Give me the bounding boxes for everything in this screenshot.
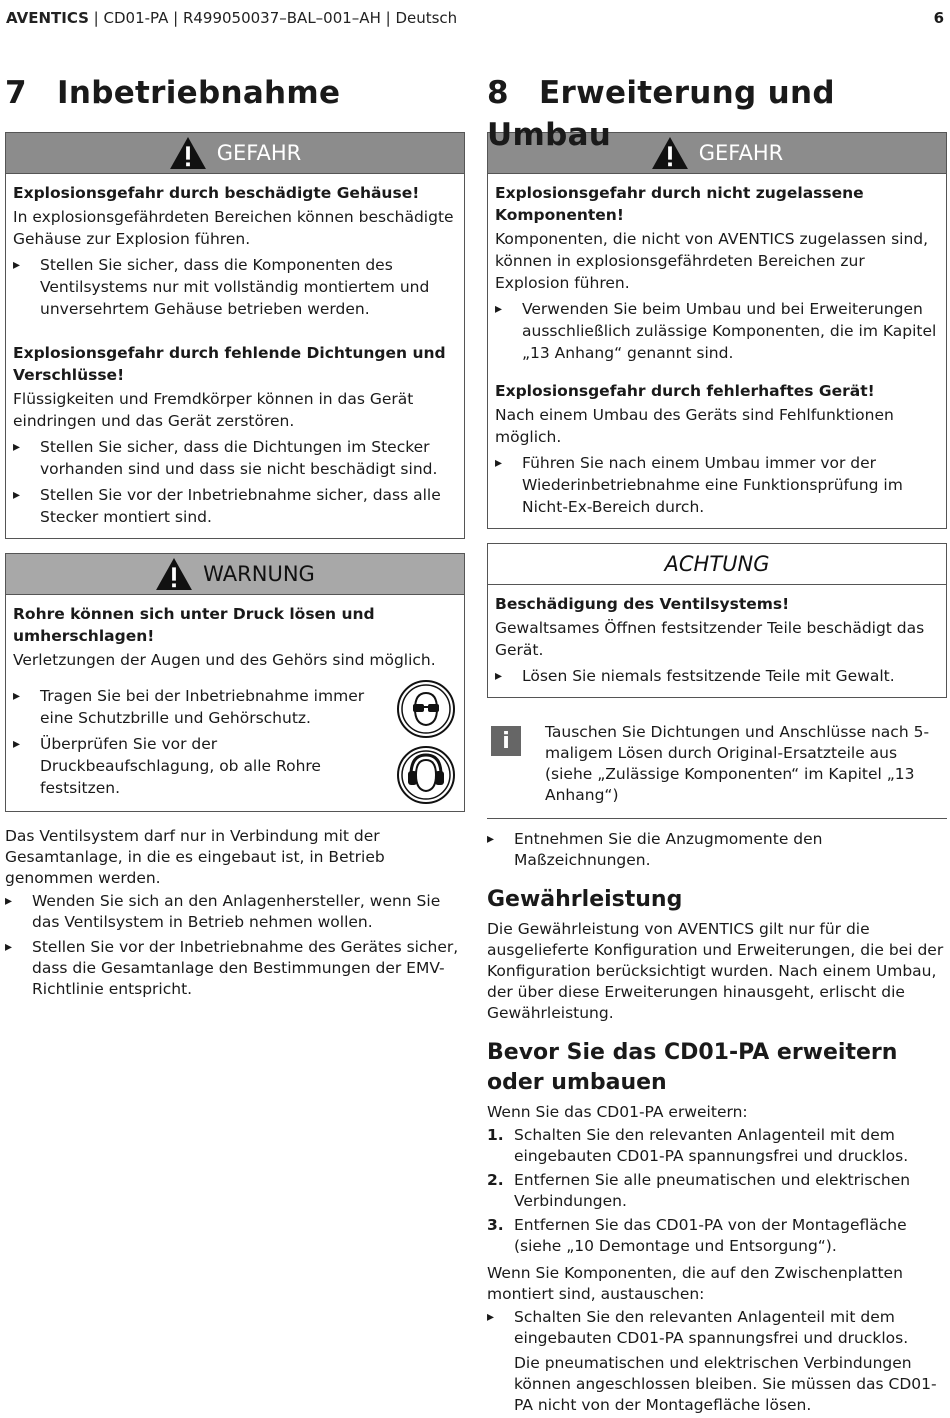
- warning-header: [6, 554, 464, 595]
- action-bullet: ▸ Lösen Sie niemals festsitzende Teile mit Gewalt.: [495, 665, 939, 687]
- page-number: 6: [933, 9, 944, 27]
- danger-label: GEFAHR: [216, 141, 302, 165]
- numbered-step: 1. Schalten Sie den relevanten Anlagenteil mit dem eingebauten CD01-PA spannungsfrei und drucklos.: [487, 1126, 909, 1165]
- action-bullet: ▸ Stellen Sie sicher, dass die Dichtungen im Stecker vorhanden sind und dass sie nicht beschädigt sind.: [13, 436, 457, 480]
- commissioning-text: [5, 826, 465, 1000]
- hazard-text: Flüssigkeiten und Fremdkörper können in das Gerät eindringen und das Gerät zerstören.: [13, 390, 414, 430]
- action-bullet: ▸ Schalten Sie den relevanten Anlagenteil mit dem eingebauten CD01-PA spannungsfrei und drucklos.: [487, 1307, 947, 1349]
- action-bullet: ▸ Wenden Sie sich an den Anlagenhersteller, wenn Sie das Ventilsystem in Betrieb nehmen wollen.: [5, 891, 465, 933]
- danger-label: GEFAHR: [698, 141, 784, 165]
- hazard-title: Explosionsgefahr durch fehlende Dichtungen und Verschlüsse!: [13, 344, 446, 384]
- hazard-title: Rohre können sich unter Druck lösen und umherschlagen!: [13, 605, 375, 645]
- hazard-text: Verletzungen der Augen und des Gehörs sind möglich.: [13, 651, 436, 669]
- action-bullet: ▸ Entnehmen Sie die Anzugmomente den Maßzeichnungen.: [487, 829, 947, 871]
- paragraph: Die pneumatischen und elektrischen Verbindungen können angeschlossen bleiben. Sie müssen das CD01-PA nicht von der Montagefläche lösen.: [514, 1354, 937, 1414]
- info-text: Tauschen Sie Dichtungen und Anschlüsse nach 5-maligem Lösen durch Original-Ersatzteile aus (siehe „Zulässige Komponenten“ im Kapitel „13 Anhang“): [545, 723, 930, 804]
- section-number: 7: [5, 75, 27, 111]
- brand-name: AVENTICS: [6, 9, 89, 27]
- action-bullet: ▸ Stellen Sie sicher, dass die Komponenten des Ventilsystems nur mit vollständig montiertem und unversehrtem Gehäuse betrieben werden.: [13, 254, 457, 320]
- hazard-title: Explosionsgefahr durch nicht zugelassene Komponenten!: [495, 184, 864, 224]
- info-note: [487, 712, 947, 819]
- paragraph: Wenn Sie Komponenten, die auf den Zwischenplatten montiert sind, austauschen:: [487, 1264, 903, 1303]
- hazard-title: Explosionsgefahr durch beschädigte Gehäuse!: [13, 184, 420, 202]
- hazard-text: In explosionsgefährdeten Bereichen können beschädigte Gehäuse zur Explosion führen.: [13, 208, 454, 248]
- right-column: [487, 72, 947, 1418]
- hazard-title: Beschädigung des Ventilsystems!: [495, 595, 790, 613]
- hazard-text: Gewaltsames Öffnen festsitzender Teile beschädigt das Gerät.: [495, 619, 925, 659]
- paragraph: Die Gewährleistung von AVENTICS gilt nur für die ausgelieferte Konfiguration und Erweiterungen, die bei der Konfiguration berücksichtigt wurden. Nach einem Umbau, der über diese Erweiterungen hinausgeht, erlischt die Gewährleistung.: [487, 920, 944, 1022]
- notice-body: [488, 585, 946, 697]
- paragraph: Wenn Sie das CD01-PA erweitern:: [487, 1103, 748, 1121]
- action-bullet: ▸ Stellen Sie vor der Inbetriebnahme sicher, dass alle Stecker montiert sind.: [13, 484, 457, 528]
- hazard-title: Explosionsgefahr durch fehlerhaftes Gerät!: [495, 382, 875, 400]
- section-number: 8: [487, 75, 509, 111]
- notice-label: ACHTUNG: [664, 552, 770, 576]
- warning-triangle-icon: [155, 557, 193, 591]
- section-title: Erweiterung und Umbau: [487, 75, 835, 153]
- numbered-step: 3. Entfernen Sie das CD01-PA von der Montagefläche (siehe „10 Demontage und Entsorgung“).: [487, 1216, 907, 1255]
- action-bullet: ▸ Überprüfen Sie vor der Druckbeaufschlagung, ob alle Rohre festsitzen.: [13, 733, 395, 799]
- ear-protection-icon: [396, 745, 456, 805]
- danger-body: [6, 174, 464, 538]
- danger-box: [5, 132, 465, 539]
- header-details: | CD01-PA | R499050037–BAL–001–AH | Deutsch: [88, 9, 458, 27]
- warning-triangle-icon: [651, 136, 689, 170]
- info-icon: i: [491, 726, 521, 756]
- numbered-step: 2. Entfernen Sie alle pneumatischen und elektrischen Verbindungen.: [487, 1171, 911, 1210]
- action-bullet: ▸ Verwenden Sie beim Umbau und bei Erweiterungen ausschließlich zulässige Komponenten, die im Kapitel „13 Anhang“ genannt sind.: [495, 298, 939, 364]
- action-bullet: ▸ Führen Sie nach einem Umbau immer vor der Wiederinbetriebnahme eine Funktionsprüfung im Nicht-Ex-Bereich durch.: [495, 452, 939, 518]
- danger-header: [6, 133, 464, 174]
- warning-label: WARNUNG: [203, 562, 315, 586]
- safety-goggles-icon: [396, 679, 456, 739]
- subsection-heading: Bevor Sie das CD01-PA erweitern oder umbauen: [487, 1040, 898, 1095]
- danger-body: [488, 174, 946, 528]
- action-bullet: ▸ Stellen Sie vor der Inbetriebnahme des Gerätes sicher, dass die Gesamtanlage den Bestimmungen der EMV-Richtlinie entspricht.: [5, 937, 465, 1000]
- notice-header: [488, 544, 946, 585]
- left-column: [5, 72, 465, 1004]
- warning-box: [5, 553, 465, 812]
- hazard-text: Komponenten, die nicht von AVENTICS zugelassen sind, können in explosionsgefährdeten Bereichen zur Explosion führen.: [495, 230, 929, 292]
- danger-box: [487, 132, 947, 529]
- section-title: Inbetriebnahme: [57, 75, 341, 111]
- action-bullet: ▸ Tragen Sie bei der Inbetriebnahme immer eine Schutzbrille und Gehörschutz.: [13, 685, 395, 729]
- warning-body: [6, 595, 464, 811]
- warning-triangle-icon: [169, 136, 207, 170]
- running-header: [6, 9, 457, 27]
- hazard-text: Nach einem Umbau des Geräts sind Fehlfunktionen möglich.: [495, 406, 894, 446]
- paragraph: Das Ventilsystem darf nur in Verbindung mit der Gesamtanlage, in die es eingebaut ist, in Betrieb genommen werden.: [5, 827, 385, 887]
- notice-box: [487, 543, 947, 698]
- section-heading-7: [5, 72, 465, 114]
- subsection-heading: Gewährleistung: [487, 887, 683, 912]
